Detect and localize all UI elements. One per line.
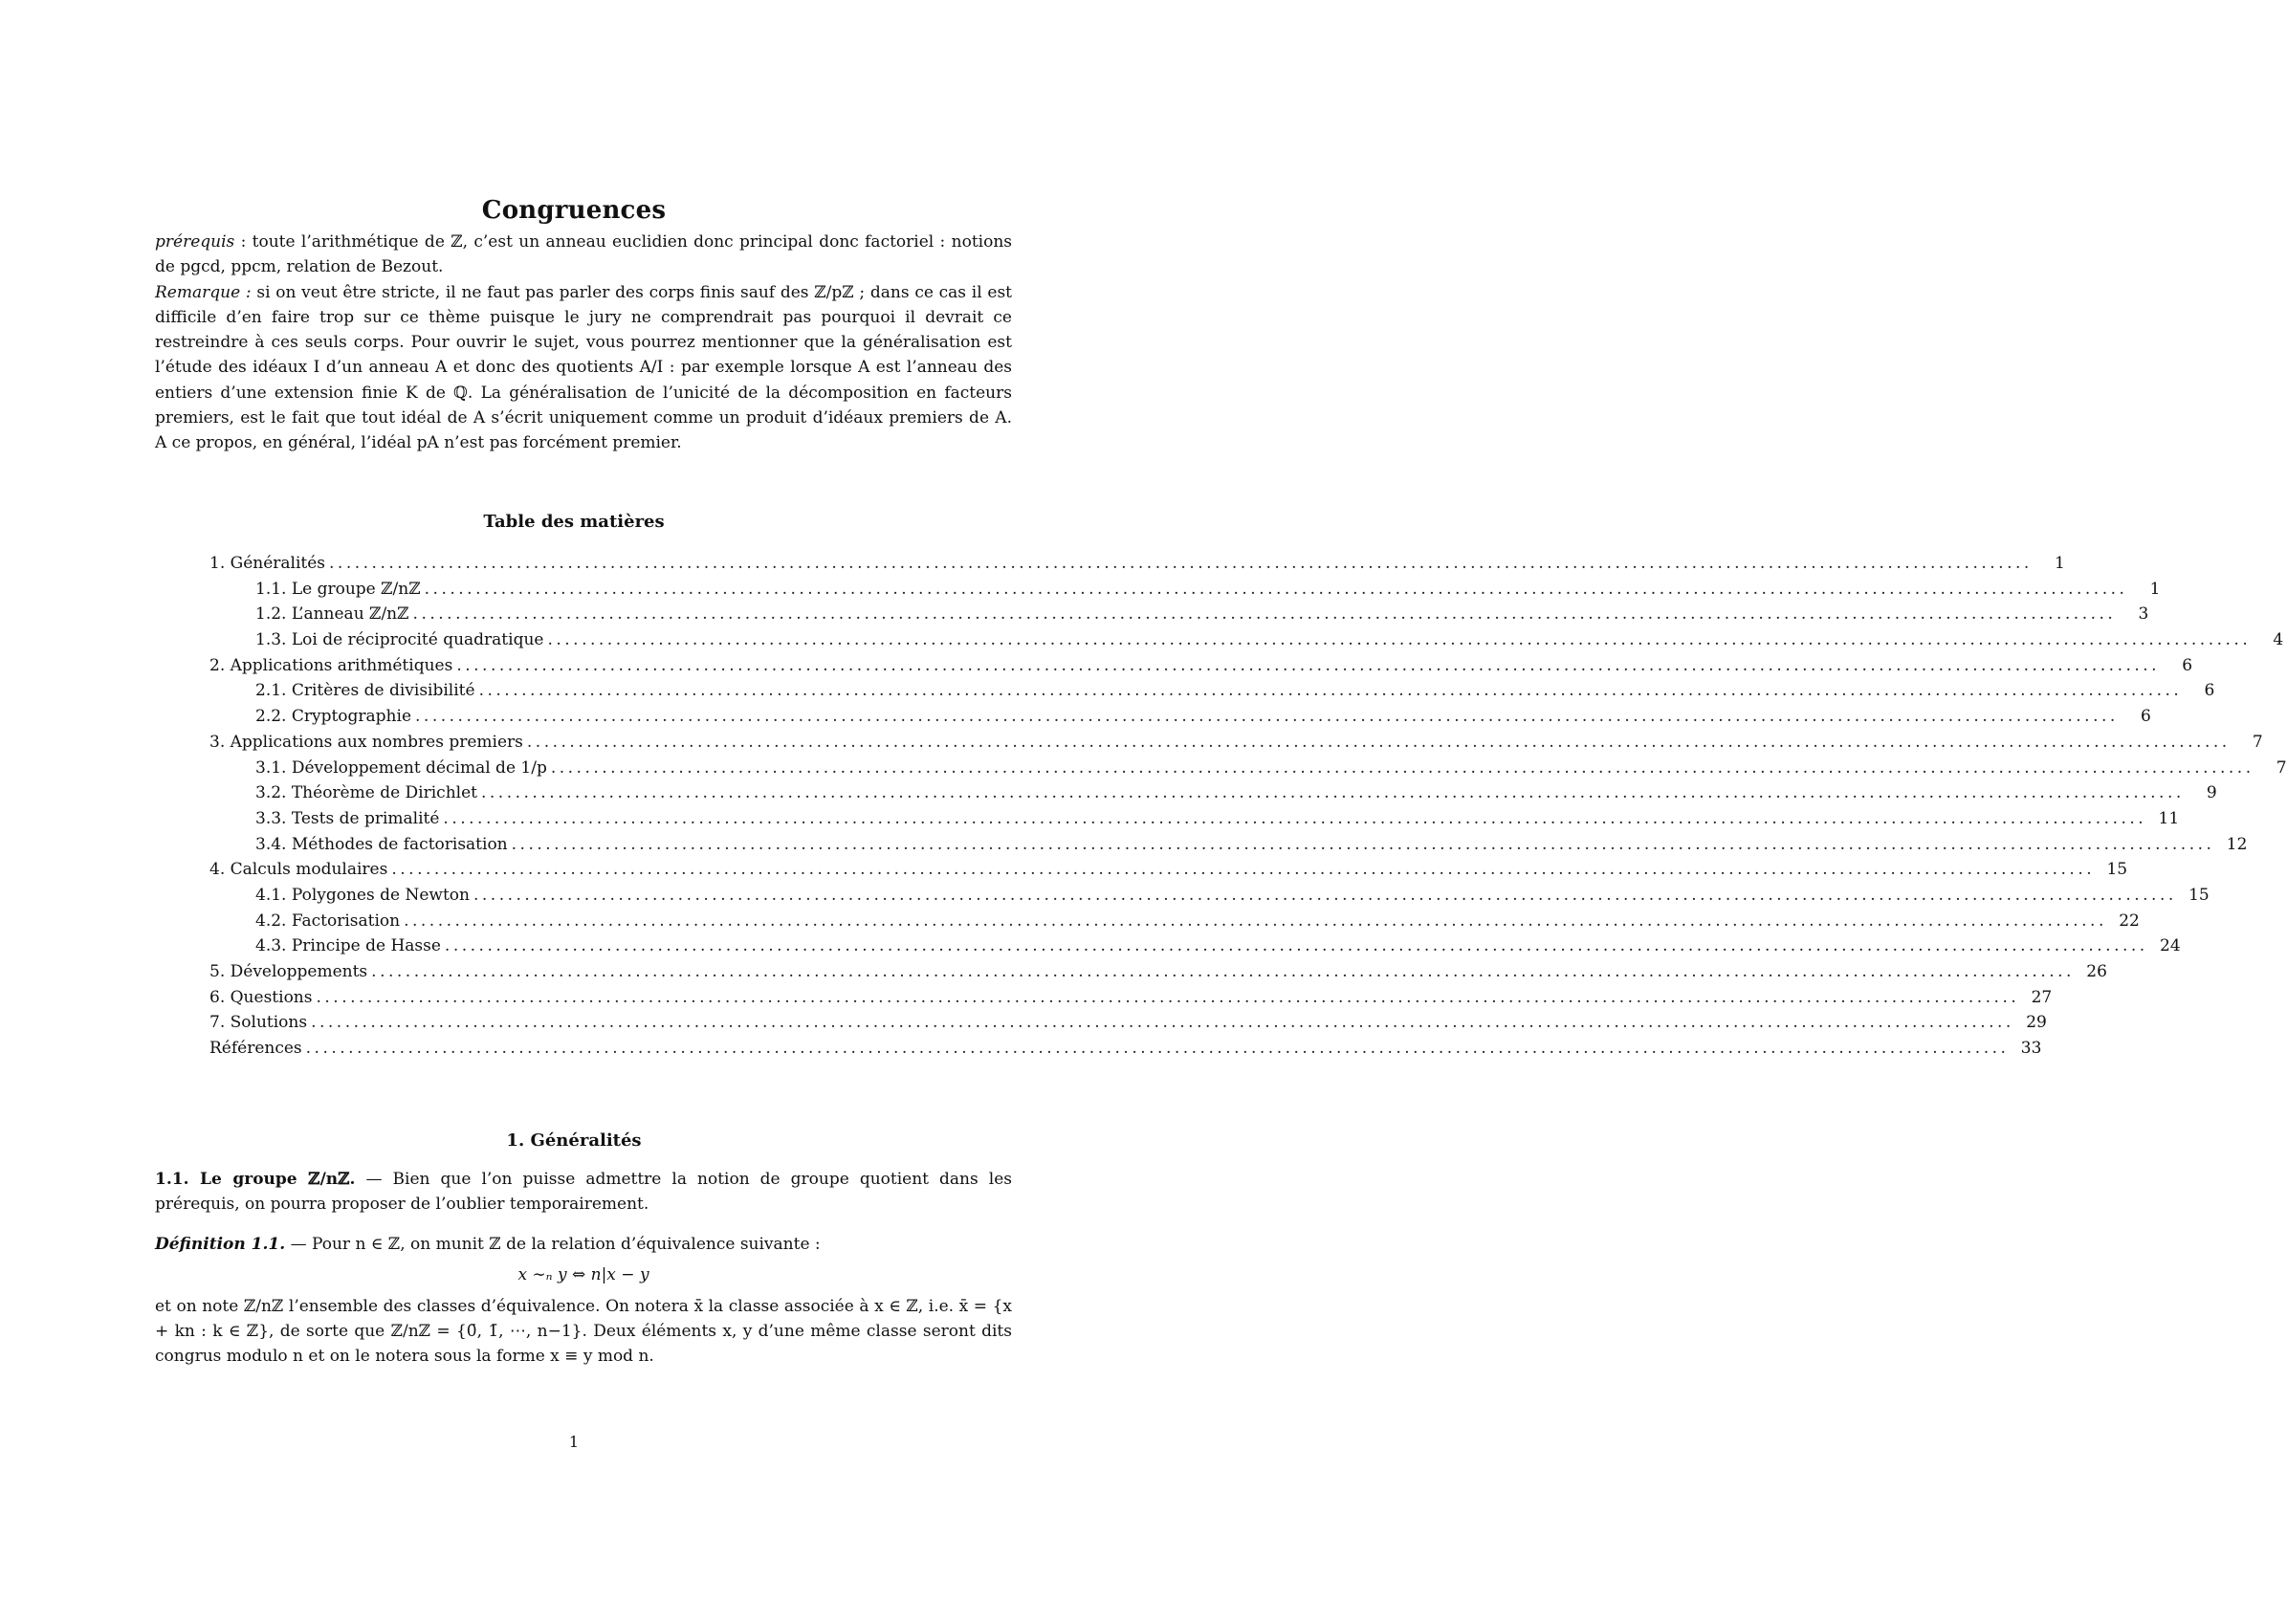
definition-paragraph [155,1232,1012,1257]
toc-entry-label: 5. Développements [209,962,368,981]
toc-entry-label: 3.3. Tests de primalité [255,808,440,828]
equivalence-formula: x ∼ₙ y ⇔ n|x − y [517,1265,649,1285]
toc-entry[interactable] [209,1010,2047,1036]
toc-entry-page: 11 [2158,808,2180,828]
toc-entry-page: 26 [2086,962,2107,981]
section-heading: 1. Généralités [506,1130,642,1151]
toc-entry-page: 9 [2206,783,2217,803]
definition-block [155,1232,1012,1369]
toc-leader-dots: ........................................................................................................................................................................................................ [480,783,2185,803]
toc-entry-label: 3.2. Théorème de Dirichlet [255,783,477,803]
toc-entry-label: 2.2. Cryptographie [255,707,412,727]
toc-leader-dots: ........................................................................................................................................................................................................ [412,604,2117,625]
subsection-paragraph [155,1167,1012,1218]
toc-entry[interactable] [209,678,2215,704]
toc-entry-label: 3. Applications aux nombres premiers [209,732,523,752]
toc-entry-page: 12 [2226,834,2248,854]
definition-text: — Pour n ∈ ℤ, on munit ℤ de la relation d’équivalence suivante : [285,1235,821,1254]
toc-entry[interactable] [209,780,2217,806]
toc-entry[interactable] [209,857,2128,883]
intro-block [155,230,1012,456]
toc-entry-page: 6 [2182,655,2193,675]
toc-entry[interactable] [209,959,2107,985]
toc-entry[interactable] [209,704,2151,730]
toc-entry-label: 2.1. Critères de divisibilité [255,681,475,701]
remark-paragraph [155,280,1012,456]
toc-entry-label: 4.1. Polygones de Newton [255,885,470,905]
toc-leader-dots: ........................................................................................................................................................................................................ [311,1013,2014,1033]
toc-heading: Table des matières [483,512,665,532]
toc-entry-page: 22 [2119,911,2140,931]
toc-leader-dots: ........................................................................................................................................................................................................ [424,579,2128,599]
toc-entry[interactable] [209,551,2065,577]
toc-entry-page: 7 [2276,757,2287,778]
toc-entry-page: 27 [2031,987,2053,1007]
prerequisites-label: prérequis [155,232,235,252]
definition-continuation: et on note ℤ/nℤ l’ensemble des classes d’équivalence. On notera x̄ la classe associée à x ∈ ℤ, i.e. x̄ = {x + kn : k ∈ ℤ}, de sorte que ℤ/nℤ = {0̄, 1̄, ⋯, n−1}. Deux éléments x, y d’une même classe seront dits congrus modulo n et on le notera sous la forme x ≡ y mod n. [155,1296,1012,1367]
toc-entry[interactable] [209,806,2180,832]
toc-entry-page: 1 [2054,554,2065,573]
toc-entry[interactable] [209,653,2193,679]
table-of-contents [209,551,2287,1062]
toc-entry-page: 15 [2188,885,2210,905]
toc-entry-label: 1.1. Le groupe ℤ/nℤ [255,579,421,599]
toc-entry[interactable] [209,883,2210,909]
toc-entry-label: 4.2. Factorisation [255,911,401,931]
toc-entry-page: 33 [2020,1039,2042,1059]
remark-label: Remarque : [155,282,252,302]
toc-leader-dots: ........................................................................................................................................................................................................ [404,911,2107,931]
toc-leader-dots: ........................................................................................................................................................................................................ [415,707,2119,727]
toc-leader-dots: ........................................................................................................................................................................................................ [371,962,2075,981]
toc-leader-dots: ........................................................................................................................................................................................................ [444,936,2148,956]
prerequisites-paragraph [155,230,1012,280]
definition-label: Définition 1.1. [155,1235,286,1254]
page-title: Congruences [481,196,667,225]
toc-entry[interactable] [209,730,2263,756]
toc-leader-dots: ........................................................................................................................................................................................................ [443,808,2147,828]
toc-entry-page: 24 [2160,936,2181,956]
subsection-text: — Bien que l’on puisse admettre la notion de groupe quotient dans les prérequis, on pourra proposer de l’oublier temporairement. [155,1170,1012,1215]
prerequisites-text: : toute l’arithmétique de ℤ, c’est un anneau euclidien donc principal donc factoriel : notions de pgcd, ppcm, relation de Bezout. [155,232,1012,277]
toc-entry[interactable] [209,832,2248,858]
subsection-block [155,1167,1012,1218]
toc-leader-dots: ........................................................................................................................................................................................................ [316,987,2020,1007]
toc-entry[interactable] [209,909,2140,934]
toc-entry-label: 1.2. L’anneau ℤ/nℤ [255,604,409,625]
page-number: 1 [568,1433,580,1451]
toc-leader-dots: ........................................................................................................................................................................................................ [473,885,2177,905]
toc-entry-label: 7. Solutions [209,1013,308,1033]
toc-leader-dots: ........................................................................................................................................................................................................ [329,554,2033,573]
toc-entry-label: 3.1. Développement décimal de 1/p [255,757,547,778]
toc-entry-label: 4. Calculs modulaires [209,860,388,880]
toc-entry-label: 4.3. Principe de Hasse [255,936,441,956]
toc-entry-page: 29 [2026,1013,2047,1033]
toc-leader-dots: ........................................................................................................................................................................................................ [526,732,2231,752]
toc-entry-label: 1. Généralités [209,554,326,573]
toc-leader-dots: ........................................................................................................................................................................................................ [456,655,2161,675]
toc-leader-dots: ........................................................................................................................................................................................................ [511,834,2215,854]
toc-entry[interactable] [209,1036,2042,1062]
subsection-heading: 1.1. Le groupe ℤ/nℤ. [155,1170,356,1189]
toc-entry-page: 3 [2138,604,2149,625]
toc-entry-page: 7 [2252,732,2263,752]
toc-leader-dots: ........................................................................................................................................................................................................ [478,681,2183,701]
toc-entry[interactable] [209,602,2149,627]
toc-entry[interactable] [209,577,2161,603]
toc-leader-dots: ........................................................................................................................................................................................................ [391,860,2096,880]
toc-entry-label: 2. Applications arithmétiques [209,655,453,675]
toc-entry-page: 1 [2149,579,2161,599]
toc-leader-dots: ........................................................................................................................................................................................................ [550,757,2254,778]
toc-leader-dots: ........................................................................................................................................................................................................ [547,630,2252,650]
toc-entry-page: 15 [2106,860,2128,880]
toc-entry-label: Références [209,1039,302,1059]
toc-entry[interactable] [209,985,2053,1011]
remark-text: si on veut être stricte, il ne faut pas parler des corps finis sauf des ℤ/pℤ ; dans ce cas il est difficile d’en faire trop sur ce thème puisque le jury ne comprendrait pas pourquoi il devrait ce restreindre à ces seuls corps. Pour ouvrir le sujet, vous pourrez mentionner que la généralisation est l’étude des idéaux I d’un anneau A et donc des quotients A/I : par exemple lorsque A est l’anneau des entiers d’une extension finie K de ℚ. La généralisation de l’unicité de la décomposition en facteurs premiers, est le fait que tout idéal de A s’écrit uniquement comme un produit d’idéaux premiers de A. A ce propos, en général, l’idéal pA n’est pas forcément premier. [155,282,1012,453]
toc-entry[interactable] [209,933,2181,959]
toc-entry-page: 6 [2140,707,2151,727]
toc-entry[interactable] [209,756,2287,781]
toc-entry-page: 6 [2204,681,2215,701]
toc-entry-label: 1.3. Loi de réciprocité quadratique [255,630,544,650]
toc-entry-label: 3.4. Méthodes de factorisation [255,834,508,854]
toc-entry[interactable] [209,627,2284,653]
toc-entry-page: 4 [2273,630,2284,650]
toc-leader-dots: ........................................................................................................................................................................................................ [305,1039,2010,1059]
toc-entry-label: 6. Questions [209,987,313,1007]
